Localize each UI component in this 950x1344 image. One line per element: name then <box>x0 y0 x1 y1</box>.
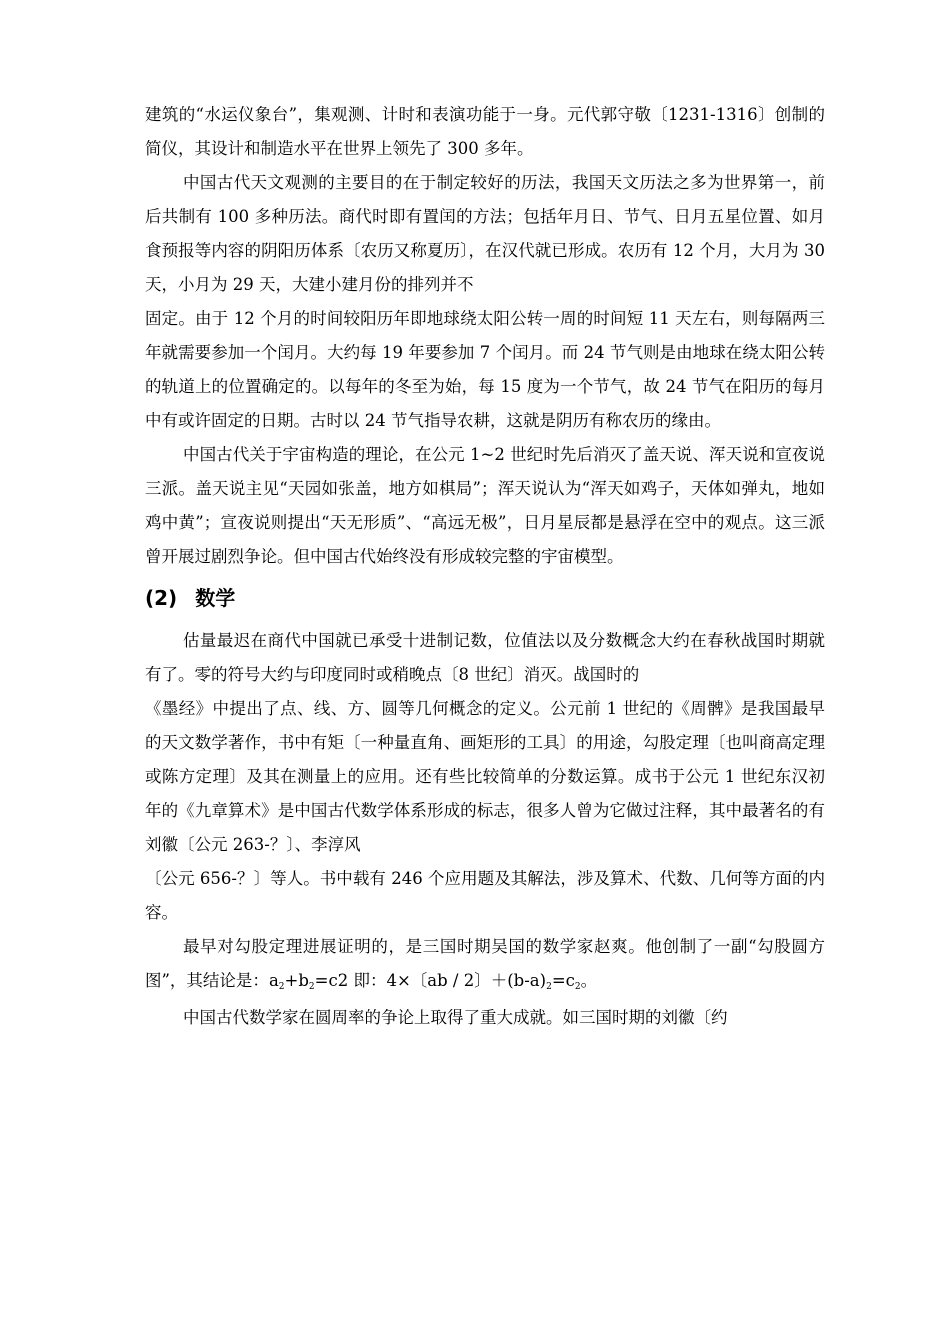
paragraph-calendar-part1: 中国古代天文观测的主要目的在于制定较好的历法，我国天文历法之多为世界第一，前后共制有 100 多种历法。商代时即有置闰的方法；包括年月日、节气、日月五星位置、如月食预报等内容的阴阳历体系〔农历又称夏历〕，在汉代就已形成。农历有 12 个月，大月为 30 天，小月为 29 天，大建小建月份的排列并不 <box>145 173 825 294</box>
paragraph-water-clock: 建筑的“水运仪象台”，集观测、计时和表演功能于一身。元代郭守敬〔1231-1316〕创制的简仪，其设计和制造水平在世界上领先了 300 多年。 <box>145 105 825 158</box>
paragraph-pythagorean <box>145 930 825 1001</box>
paragraph-pi: 中国古代数学家在圆周率的争论上取得了重大成就。如三国时期的刘徽〔约 <box>183 1008 728 1027</box>
paragraph-calendar-part2: 固定。由于 12 个月的时间较阳历年即地球绕太阳公转一周的时间短 11 天左右，则每隔两三年就需要参加一个闰月。大约每 19 年要参加 7 个闰月。而 24 节气则是由地球在绕太阳公转的轨道上的位置确定的。以每年的冬至为始，每 15 度为一个节气，故 24 节气在阳历的每月中有或许固定的日期。古时以 24 节气指导农耕，这就是阴历有称农历的缘由。 <box>145 309 825 430</box>
paragraph-decimal-part3: 〔公元 656-？〕等人。书中载有 246 个应用题及其解法，涉及算术、代数、几何等方面的内容。 <box>145 869 825 922</box>
paragraph-decimal-part1: 估量最迟在商代中国就已承受十进制记数，位值法以及分数概念大约在春秋战国时期就有了。零的符号大约与印度同时或稍晚点〔8 世纪〕消灭。战国时的 <box>145 631 825 684</box>
section-number: (2) <box>145 586 178 610</box>
section-heading-math <box>145 576 825 620</box>
paragraph-cosmology: 中国古代关于宇宙构造的理论，在公元 1~2 世纪时先后消灭了盖天说、浑天说和宣夜说三派。盖天说主见“天园如张盖，地方如棋局”；浑天说认为“浑天如鸡子，天体如弹丸，地如鸡中黄”；宣夜说则提出“天无形质”、“高远无极”，日月星辰都是悬浮在空中的观点。这三派曾开展过剧烈争论。但中国古代始终没有形成较完整的宇宙模型。 <box>145 445 825 566</box>
formula: $a_2+b_2=c2$ 即：4×〔ab / 2〕$+(b-a)_2=c_2$。 <box>268 971 598 992</box>
paragraph-decimal-part2: 《墨经》中提出了点、线、方、圆等几何概念的定义。公元前 1 世纪的《周髀》是我国最早的天文数学著作，书中有矩〔一种量直角、画矩形的工具〕的用途，勾股定理〔也叫商高定理或陈方定理〕及其在测量上的应用。还有些比较简单的分数运算。成书于公元 1 世纪东汉初年的《九章算术》是中国古代数学体系形成的标志，很多人曾为它做过注释，其中最著名的有刘徽〔公元 263-？〕、李淳风 <box>145 699 825 854</box>
pythagorean-text: 最早对勾股定理进展证明的，是三国时期吴国的数学家赵爽。他创制了一副“勾股圆方图”，其结论是： <box>145 937 825 990</box>
section-title: 数学 <box>195 586 236 610</box>
document-body <box>145 98 825 1035</box>
